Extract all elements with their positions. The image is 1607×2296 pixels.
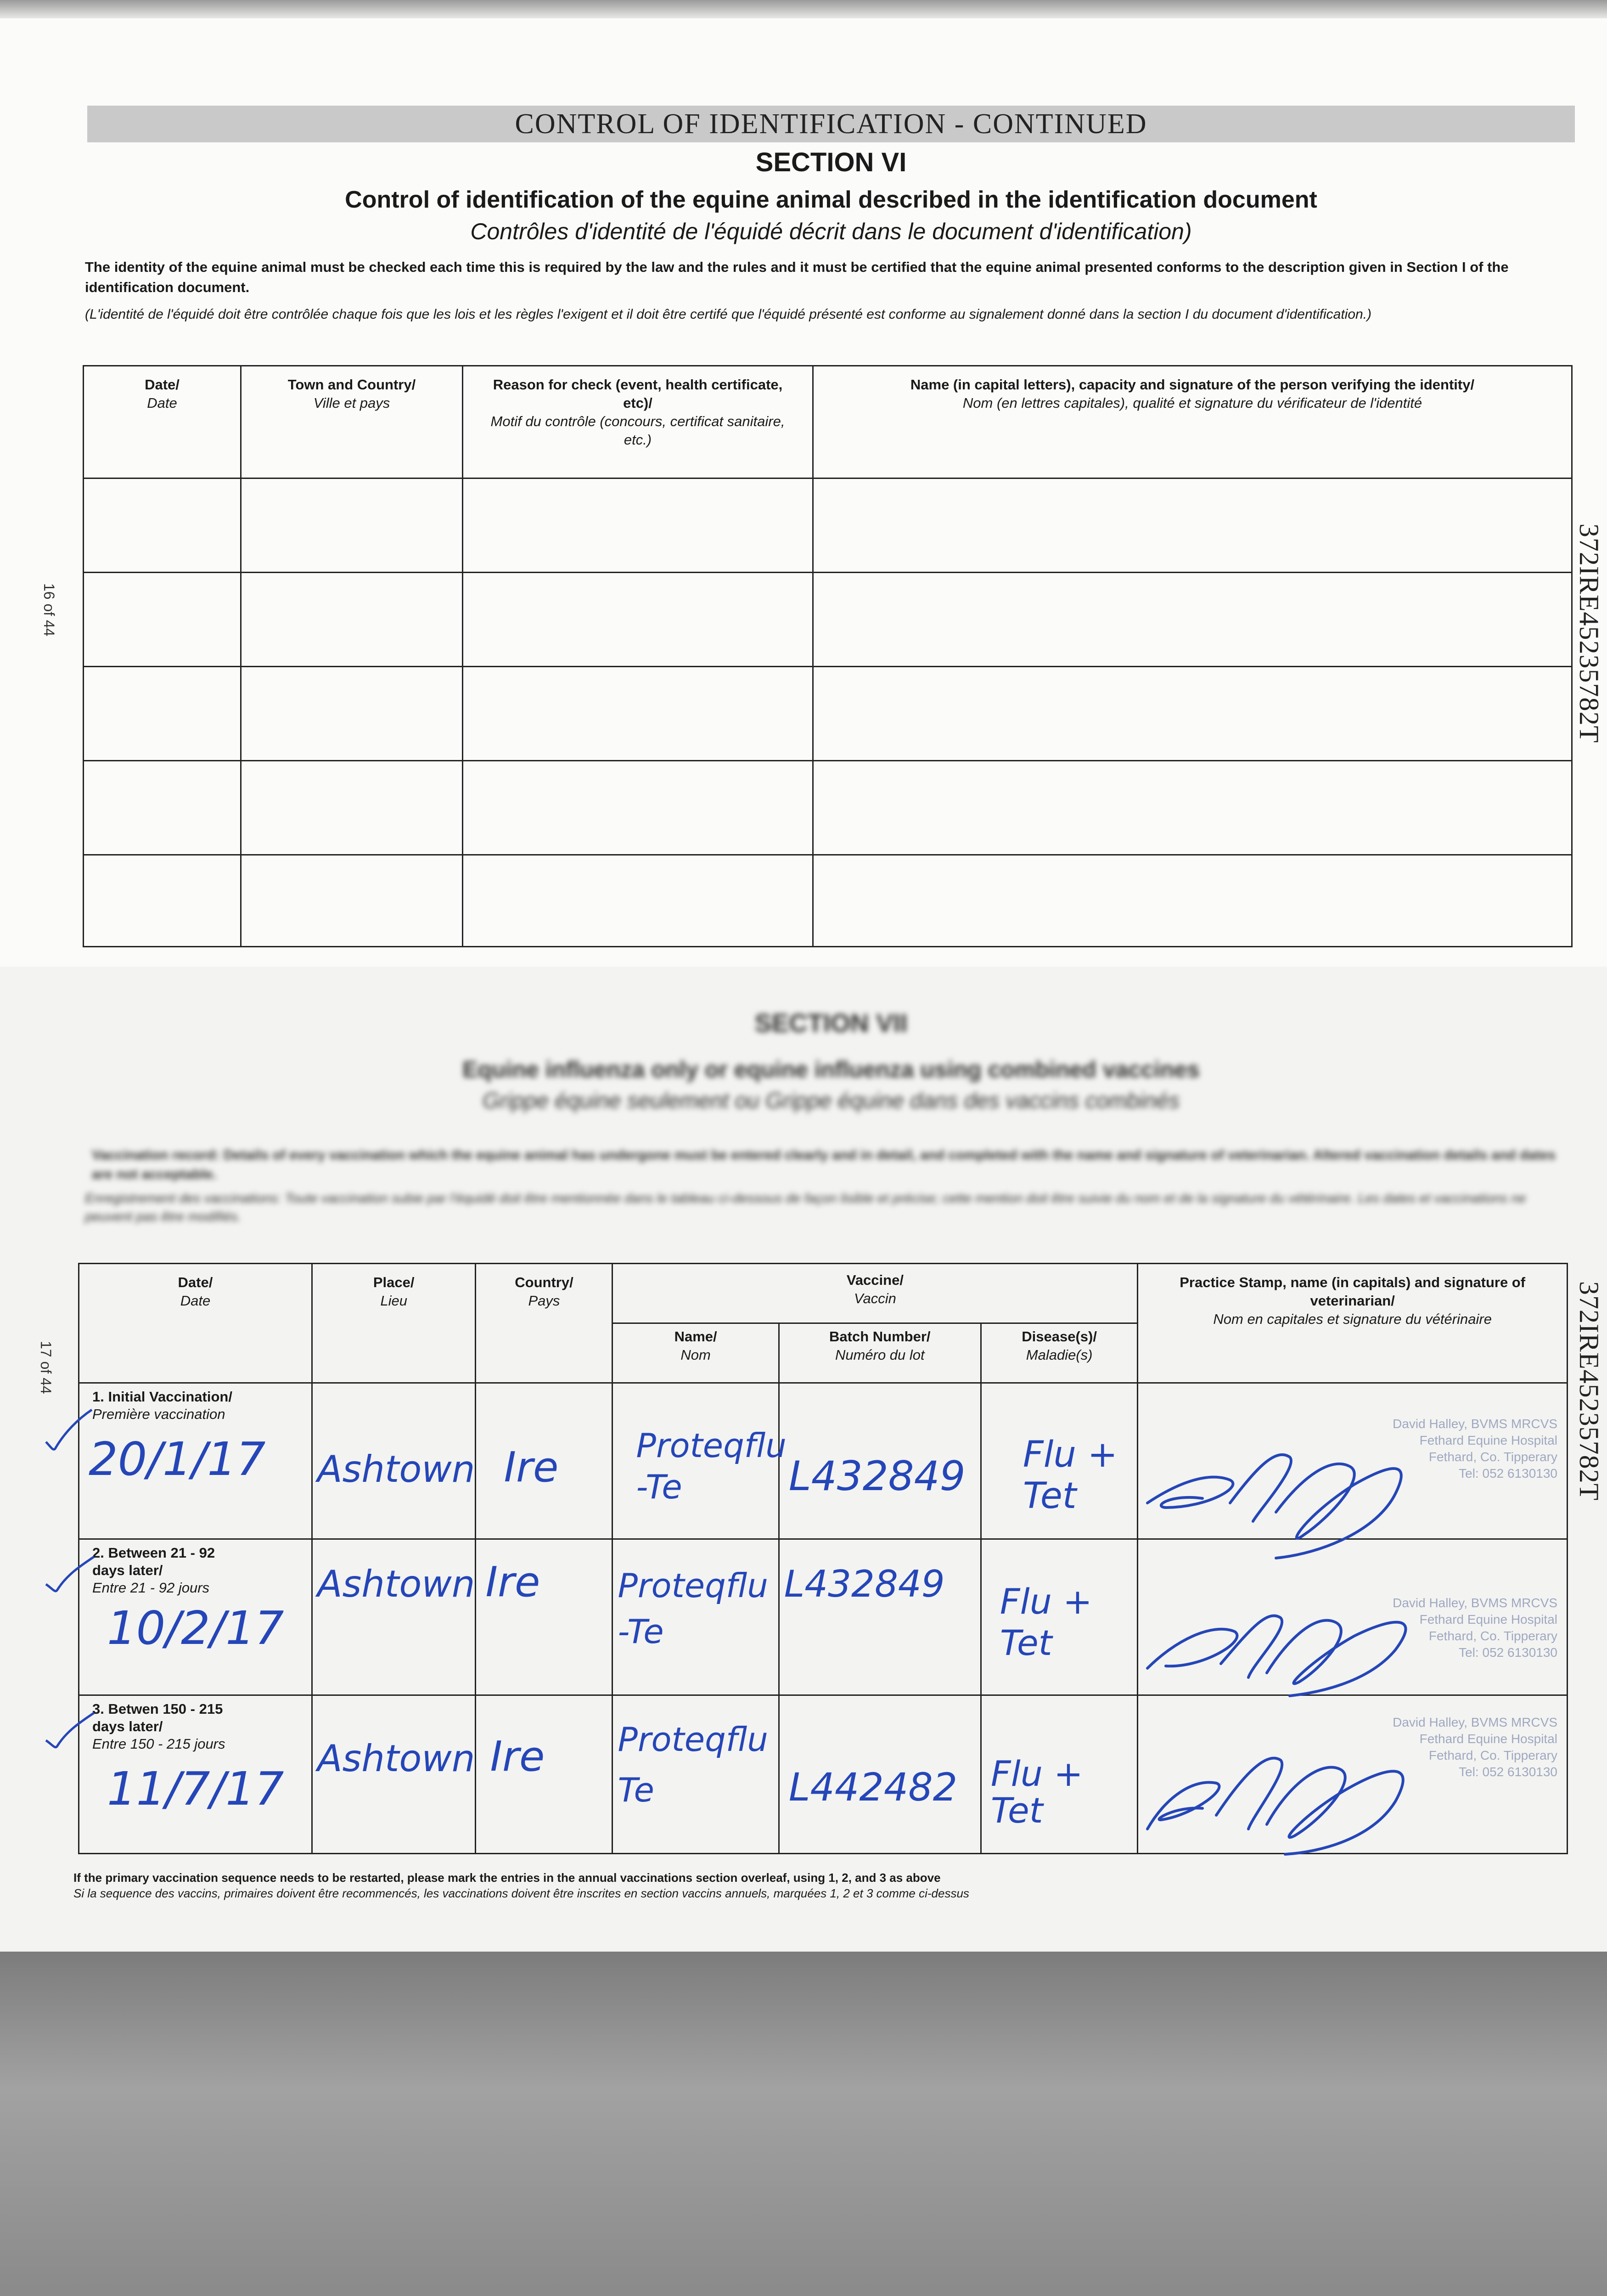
table-header-row — [84, 366, 1572, 478]
section-heading: SECTION VI — [755, 147, 907, 177]
vrow-label: 3. Betwen 150 - 215 days later/ — [92, 1701, 223, 1734]
vrow-stamp-cell[interactable] — [1138, 1539, 1568, 1695]
cell-date[interactable] — [84, 478, 241, 573]
vrow-vaccine-value: Proteqflu Te — [618, 1720, 768, 1809]
section-vii-heading: SECTION VII — [754, 1008, 908, 1037]
vet-signature — [1138, 1723, 1460, 1857]
vheader-date — [79, 1264, 312, 1383]
cell-date[interactable] — [84, 667, 241, 761]
vheader-date-label-fr: Date — [180, 1293, 211, 1309]
vrow-place-value: Ashtown — [317, 1563, 475, 1605]
table-row — [84, 855, 1572, 947]
vet-stamp-line: Tel: 052 6130130 — [1459, 1466, 1557, 1480]
scanner-background — [0, 1952, 1607, 2296]
vaccination-table — [78, 1263, 1568, 1854]
vheader-country — [476, 1264, 612, 1383]
vrow-place-value: Ashtown — [317, 1737, 475, 1780]
vheader-vaccine-label-fr: Vaccin — [854, 1290, 896, 1306]
vheader-vaccine-label: Vaccine/ — [846, 1272, 904, 1288]
vheader-batch-label-fr: Numéro du lot — [835, 1347, 925, 1363]
identification-table — [83, 365, 1573, 947]
vheader-disease — [981, 1323, 1137, 1383]
vrow-label: 1. Initial Vaccination/ — [92, 1389, 232, 1405]
vet-stamp-name: David Halley, BVMS MRCVS — [1393, 1715, 1557, 1729]
vheader-country-label: Country/ — [515, 1274, 573, 1290]
vrow-country-value: Ire — [485, 1558, 540, 1606]
cell-town[interactable] — [241, 761, 463, 855]
cell-reason[interactable] — [463, 573, 813, 667]
vrow-disease-value: Flu + Tet — [1023, 1434, 1118, 1517]
section-title: Control of identification of the equine animal described in the identification document — [345, 186, 1317, 213]
vet-stamp-line: Fethard, Co. Tipperary — [1428, 1748, 1557, 1762]
header-date-label: Date/ — [145, 377, 180, 393]
cell-verifier[interactable] — [813, 761, 1572, 855]
vrow-vaccine-cell[interactable] — [612, 1695, 779, 1854]
vrow-country-value: Ire — [490, 1733, 545, 1781]
vrow-label: 2. Between 21 - 92 days later/ — [92, 1545, 215, 1578]
cell-town[interactable] — [241, 478, 463, 573]
cell-town[interactable] — [241, 855, 463, 947]
vheader-country-label-fr: Pays — [528, 1293, 560, 1309]
vrow-label-fr: Entre 150 - 215 jours — [92, 1736, 225, 1752]
vheader-place-label: Place/ — [373, 1274, 415, 1290]
header-verifier — [813, 366, 1572, 478]
vheader-vname-label-fr: Nom — [680, 1347, 711, 1363]
section-vii-title: Equine influenza only or equine influenza using combined vaccines — [462, 1057, 1200, 1082]
vheader-place-label-fr: Lieu — [380, 1293, 407, 1309]
vheader-date-label: Date/ — [178, 1274, 213, 1290]
table-row — [84, 667, 1572, 761]
intro-text-fr: (L'identité de l'équidé doit être contrôlée chaque fois que les lois et les règles l'exigent et il doit être certifé que l'équidé présenté est conforme au signalement donné dans la section I du document d'identification.) — [85, 307, 1372, 322]
vrow-batch-cell[interactable] — [779, 1695, 981, 1854]
vrow-date-cell[interactable] — [79, 1383, 312, 1539]
vrow-stamp-cell[interactable] — [1138, 1383, 1568, 1539]
cell-date[interactable] — [84, 761, 241, 855]
section-banner — [87, 106, 1575, 142]
vrow-date-value: 20/1/17 — [89, 1432, 266, 1486]
cell-reason[interactable] — [463, 855, 813, 947]
vaccination-intro-fr: Enregistrement des vaccinations: Toute vaccination subie par l'équidé doit être mentionnée dans le tableau ci-dessous de façon lisible et précise; cette mention doit être suivie du nom et de la signature du vétérinaire. Les dates et vaccinations ne peuvent pas être modifiés. — [85, 1191, 1526, 1224]
vaccination-row — [79, 1383, 1568, 1539]
vheader-stamp-label: Practice Stamp, name (in capitals) and signature of veterinarian/ — [1180, 1274, 1526, 1309]
vheader-batch — [779, 1323, 981, 1383]
vheader-stamp — [1138, 1264, 1568, 1383]
vaccination-row — [79, 1695, 1568, 1854]
section-title-fr: Contrôles d'identité de l'équidé décrit dans le document d'identification) — [470, 219, 1192, 244]
page-number-lower: 17 of 44 — [38, 1341, 54, 1394]
vet-stamp-line: Fethard, Co. Tipperary — [1428, 1450, 1557, 1464]
page-number-upper: 16 of 44 — [41, 583, 57, 636]
vrow-batch-cell[interactable] — [779, 1539, 981, 1695]
vet-stamp-name: David Halley, BVMS MRCVS — [1393, 1596, 1557, 1610]
banner-title: CONTROL OF IDENTIFICATION - CONTINUED — [515, 108, 1147, 140]
cell-reason[interactable] — [463, 761, 813, 855]
vrow-disease-value: Flu + Tet — [1000, 1581, 1092, 1663]
header-date — [84, 366, 241, 478]
vet-stamp-line: Fethard Equine Hospital — [1419, 1433, 1557, 1447]
vrow-disease-cell[interactable] — [981, 1383, 1137, 1539]
cell-verifier[interactable] — [813, 478, 1572, 573]
header-town-label: Town and Country/ — [287, 377, 416, 393]
vrow-country-cell[interactable] — [476, 1539, 612, 1695]
vrow-date-value: 10/2/17 — [107, 1601, 284, 1655]
vet-signature — [1138, 1586, 1460, 1705]
document-id-lower: 372IRE45235782T — [1574, 1281, 1604, 1501]
header-reason — [463, 366, 813, 478]
header-reason-label-fr: Motif du contrôle (concours, certificat sanitaire, etc.) — [490, 413, 785, 448]
vrow-country-cell[interactable] — [476, 1695, 612, 1854]
cell-town[interactable] — [241, 667, 463, 761]
vrow-disease-cell[interactable] — [981, 1695, 1137, 1854]
footnote-en: If the primary vaccination sequence needs to be restarted, please mark the entries in the annual vaccinations section overleaf, using 1, 2, and 3 as above — [73, 1871, 941, 1885]
footnote-fr: Si la sequence des vaccins, primaires doivent être recommencés, les vaccinations doivent être inscrites en section vaccins annuels, marquées 1, 2 et 3 comme ci-dessus — [73, 1886, 969, 1900]
vrow-date-value: 11/7/17 — [107, 1762, 284, 1816]
vet-stamp-line: Fethard Equine Hospital — [1419, 1732, 1557, 1746]
vrow-batch-value: L432849 — [788, 1452, 966, 1500]
vrow-place-cell[interactable] — [312, 1695, 476, 1854]
vrow-disease-value: Flu + Tet — [990, 1753, 1083, 1831]
vaccination-row — [79, 1539, 1568, 1695]
cell-verifier[interactable] — [813, 855, 1572, 947]
vrow-place-value: Ashtown — [317, 1448, 475, 1491]
cell-reason[interactable] — [463, 667, 813, 761]
vrow-country-cell[interactable] — [476, 1383, 612, 1539]
section-vii-title-fr: Grippe équine seulement ou Grippe équine dans des vaccins combinés — [482, 1089, 1180, 1113]
vet-stamp-line: Tel: 052 6130130 — [1459, 1645, 1557, 1660]
vheader-batch-label: Batch Number/ — [829, 1328, 931, 1345]
cell-verifier[interactable] — [813, 573, 1572, 667]
vet-stamp-line: Fethard, Co. Tipperary — [1428, 1629, 1557, 1643]
vrow-label-fr: Entre 21 - 92 jours — [92, 1580, 210, 1596]
vaccination-intro: Vaccination record: Details of every vaccination which the equine animal has undergone must be entered clearly and in detail, and completed with the name and signature of veterinarian. Altered vaccination details and dates are not acceptable. — [92, 1148, 1556, 1182]
header-town-label-fr: Ville et pays — [313, 395, 390, 411]
vrow-date-cell[interactable] — [79, 1539, 312, 1695]
vheader-vaccine — [612, 1264, 1138, 1323]
intro-text-en: The identity of the equine animal must be checked each time this is required by the law and the rules and it must be certified that the equine animal presented conforms to the description given in Section I of the identification document. — [85, 259, 1509, 295]
vrow-vaccine-value: Proteqflu -Te — [636, 1426, 787, 1506]
vrow-batch-value: L432849 — [784, 1563, 945, 1605]
vheader-disease-label: Disease(s)/ — [1022, 1328, 1097, 1345]
intro-text — [85, 257, 1554, 298]
header-town — [241, 366, 463, 478]
table-row — [84, 478, 1572, 573]
cell-verifier[interactable] — [813, 667, 1572, 761]
vet-stamp-name: David Halley, BVMS MRCVS — [1393, 1417, 1557, 1431]
margin-check-marks — [41, 1401, 96, 1768]
cell-date[interactable] — [84, 573, 241, 667]
cell-date[interactable] — [84, 855, 241, 947]
cell-reason[interactable] — [463, 478, 813, 573]
vheader-vname-label: Name/ — [674, 1328, 717, 1345]
vet-stamp-line: Tel: 052 6130130 — [1459, 1765, 1557, 1779]
vrow-place-cell[interactable] — [312, 1539, 476, 1695]
header-verifier-label-fr: Nom (en lettres capitales), qualité et signature du vérificateur de l'identité — [962, 395, 1422, 411]
header-reason-label: Reason for check (event, health certificate, etc)/ — [493, 377, 783, 411]
vheader-place — [312, 1264, 476, 1383]
vrow-batch-value: L442482 — [788, 1765, 958, 1810]
vaccination-header-row — [79, 1264, 1568, 1323]
vrow-date-cell[interactable] — [79, 1695, 312, 1854]
header-date-label-fr: Date — [147, 395, 177, 411]
vrow-stamp-cell[interactable] — [1138, 1695, 1568, 1854]
vheader-disease-label-fr: Maladie(s) — [1026, 1347, 1093, 1363]
vrow-vaccine-value: Proteqflu -Te — [618, 1566, 768, 1651]
page-edge-shadow — [0, 0, 1607, 18]
vrow-label-fr: Première vaccination — [92, 1406, 225, 1422]
document-id-upper: 372IRE45235782T — [1574, 523, 1604, 743]
vrow-vaccine-cell[interactable] — [612, 1383, 787, 1539]
vrow-vaccine-cell[interactable] — [612, 1539, 779, 1695]
vrow-country-value: Ire — [504, 1443, 559, 1491]
vrow-batch-cell[interactable] — [779, 1383, 981, 1539]
vheader-stamp-label-fr: Nom en capitales et signature du vétérinaire — [1213, 1311, 1492, 1327]
vrow-place-cell[interactable] — [312, 1383, 476, 1539]
vrow-disease-cell[interactable] — [981, 1539, 1137, 1695]
table-row — [84, 573, 1572, 667]
vet-stamp-line: Fethard Equine Hospital — [1419, 1612, 1557, 1626]
cell-town[interactable] — [241, 573, 463, 667]
footnote — [73, 1870, 1543, 1885]
table-row — [84, 761, 1572, 855]
vheader-vname — [612, 1323, 779, 1383]
header-verifier-label: Name (in capital letters), capacity and signature of the person verifying the identity/ — [910, 377, 1475, 393]
